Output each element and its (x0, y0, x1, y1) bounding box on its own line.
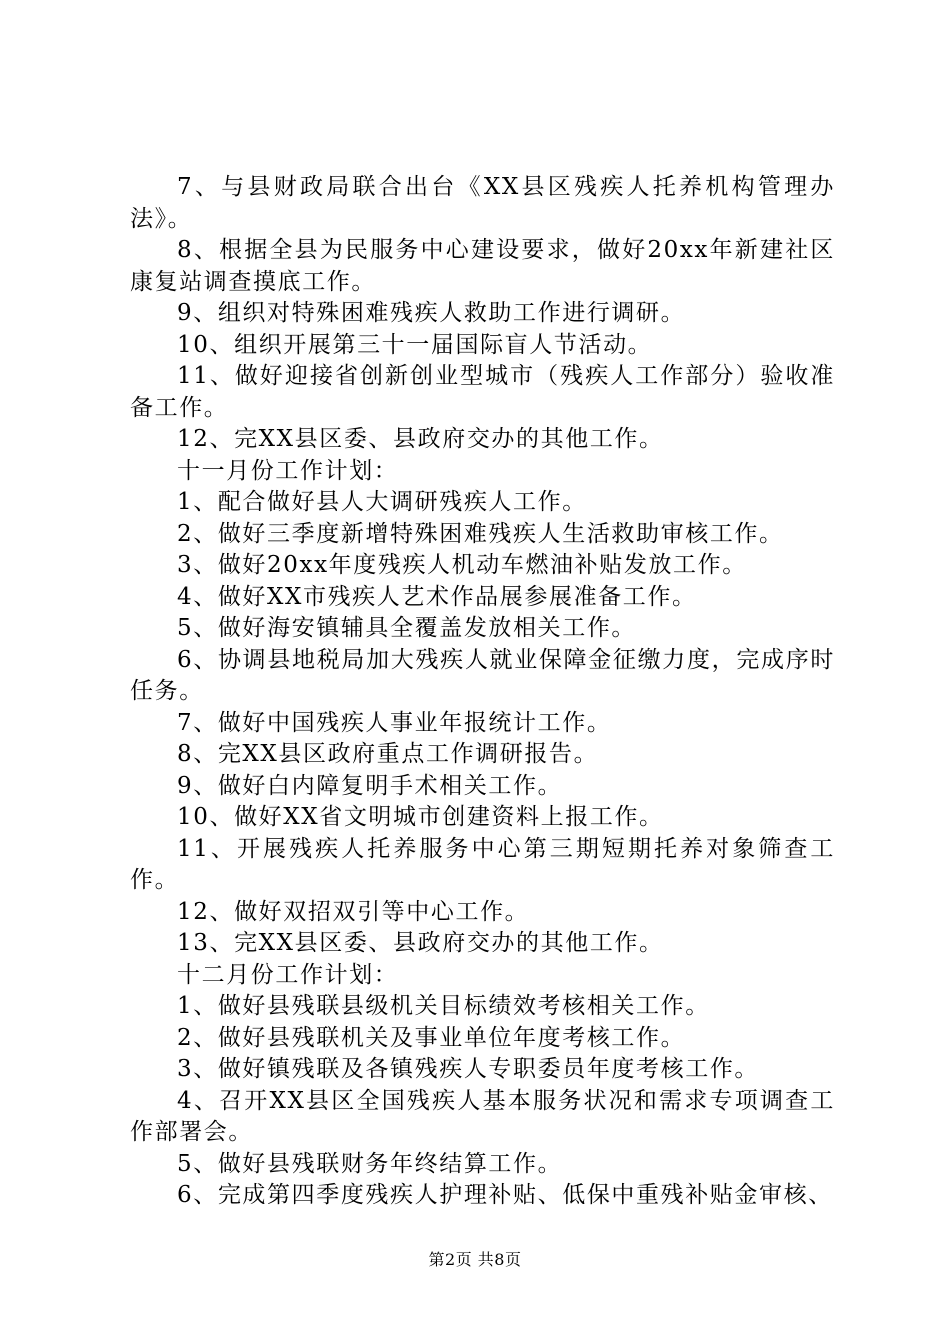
paragraph: 12、做好双招双引等中心工作。 (177, 898, 530, 925)
paragraph: 11、做好迎接省创新创业型城市（残疾人工作部分）验收准备工作。 (130, 363, 835, 421)
paragraph: 9、做好白内障复明手术相关工作。 (177, 772, 563, 799)
paragraph: 1、配合做好县人大调研残疾人工作。 (177, 489, 587, 515)
paragraph: 7、做好中国残疾人事业年报统计工作。 (177, 709, 612, 736)
paragraph: 10、做好XX省文明城市创建资料上报工作。 (177, 804, 664, 830)
paragraph: 8、完XX县区政府重点工作调研报告。 (177, 741, 599, 767)
document-body (130, 172, 835, 1212)
paragraph: 11、开展残疾人托养服务中心第三期短期托养对象筛查工作。 (130, 835, 835, 893)
section-heading: 十一月份工作计划： (177, 457, 399, 484)
paragraph: 3、做好20xx年度残疾人机动车燃油补贴发放工作。 (177, 552, 747, 578)
paragraph: 4、召开XX县区全国残疾人基本服务状况和需求专项调查工作部署会。 (130, 1087, 835, 1145)
paragraph: 3、做好镇残联及各镇残疾人专职委员年度考核工作。 (177, 1056, 760, 1082)
paragraph: 10、组织开展第三十一届国际盲人节活动。 (177, 331, 653, 358)
paragraph: 1、做好县残联县级机关目标绩效考核相关工作。 (177, 993, 710, 1019)
paragraph: 12、完XX县区委、县政府交办的其他工作。 (177, 426, 664, 452)
paragraph: 4、做好XX市残疾人艺术作品展参展准备工作。 (177, 583, 697, 610)
paragraph: 13、完XX县区委、县政府交办的其他工作。 (177, 930, 664, 956)
page-number-label: 第2页 共8页 (428, 1250, 522, 1269)
paragraph: 5、做好海安镇辅具全覆盖发放相关工作。 (177, 615, 637, 641)
section-heading: 十二月份工作计划： (177, 961, 399, 988)
paragraph: 2、做好县残联机关及事业单位年度考核工作。 (177, 1024, 686, 1051)
paragraph: 7、与县财政局联合出台《XX县区残疾人托养机构管理办法》。 (130, 174, 835, 232)
paragraph: 5、做好县残联财务年终结算工作。 (177, 1150, 563, 1177)
paragraph: 6、协调县地税局加大残疾人就业保障金征缴力度，完成序时任务。 (130, 646, 835, 704)
paragraph: 9、组织对特殊困难残疾人救助工作进行调研。 (177, 300, 686, 326)
paragraph: 2、做好三季度新增特殊困难残疾人生活救助审核工作。 (177, 520, 784, 547)
page-footer (0, 1247, 950, 1270)
paragraph: 6、完成第四季度残疾人护理补贴、低保中重残补贴金审核、 (177, 1182, 833, 1208)
paragraph: 8、根据全县为民服务中心建设要求，做好20xx年新建社区康复站调查摸底工作。 (130, 237, 835, 295)
